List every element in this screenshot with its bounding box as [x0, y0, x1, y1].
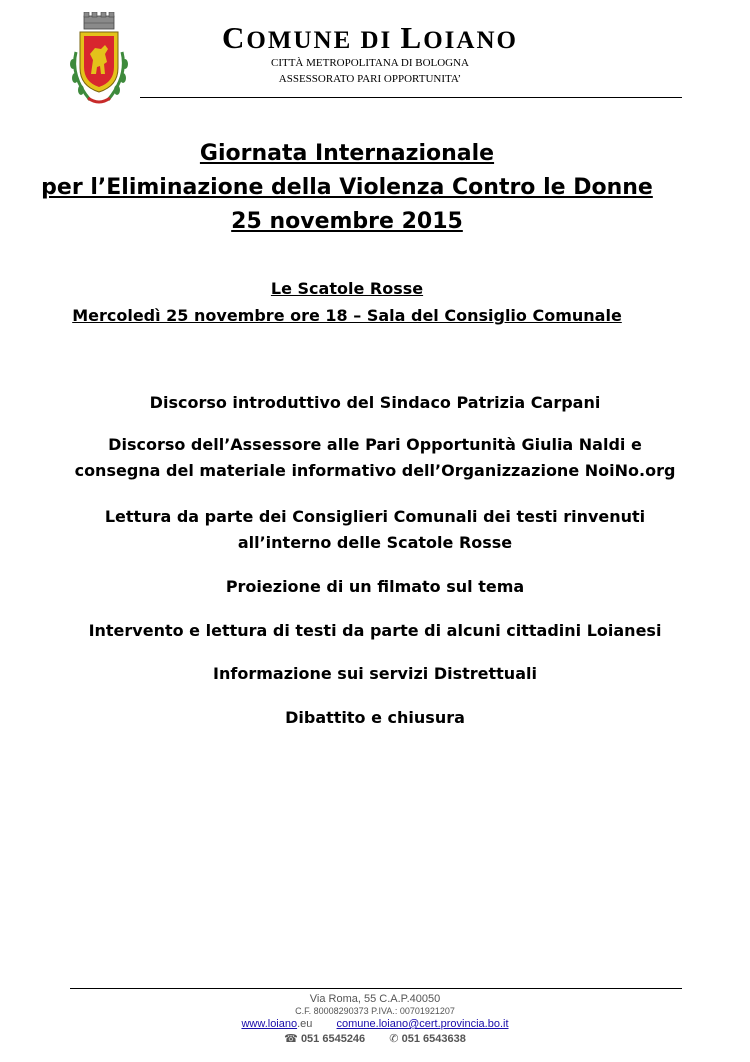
- program-item-intro-speech: Discorso introduttivo del Sindaco Patrizia Carpani: [149, 393, 601, 412]
- program-item-debate: Dibattito e chiusura: [285, 708, 465, 727]
- program-item-reading: Lettura da parte dei Consiglieri Comunali dei testi rinvenuti: [104, 507, 646, 526]
- website-link[interactable]: www.loiano: [241, 1018, 298, 1030]
- event-title-line-1: Giornata Internazionale: [199, 141, 495, 166]
- fax-icon: ✆: [389, 1033, 399, 1045]
- event-schedule-location: Mercoledì 25 novembre ore 18 – Sala del Consiglio Comunale: [72, 306, 622, 325]
- email-link[interactable]: comune.loiano@cert.provincia.bo.it: [336, 1018, 509, 1030]
- program-item-reading-cont: all’interno delle Scatole Rosse: [237, 533, 513, 552]
- header-divider: [140, 97, 682, 98]
- footer-divider: [70, 988, 682, 989]
- event-title-date: 25 novembre 2015: [231, 209, 463, 234]
- telephone-icon: ☎: [284, 1033, 298, 1045]
- event-title-line-2: per l’Eliminazione della Violenza Contro le Donne: [41, 175, 653, 200]
- event-subtitle: Le Scatole Rosse: [270, 279, 424, 298]
- program-item-assessor-speech: Discorso dell’Assessore alle Pari Opportunità Giulia Naldi e: [108, 435, 642, 454]
- header-subtitle-department: ASSESSORATO PARI OPPORTUNITA’: [278, 73, 462, 85]
- program-item-assessor-speech-cont: consegna del materiale informativo dell’Organizzazione NoiNo.org: [74, 461, 676, 480]
- phone-number: 051 6545246: [300, 1033, 366, 1045]
- fax-number: 051 6543638: [401, 1033, 466, 1045]
- footer-phone-fax: [0, 1032, 750, 1045]
- footer-contacts: [0, 1018, 750, 1030]
- program-item-video: Proiezione di un filmato sul tema: [225, 577, 525, 596]
- header-title: COMUNE DI LOIANO: [222, 20, 518, 55]
- program-item-citizens: Intervento e lettura di testi da parte di alcuni cittadini Loianesi: [88, 621, 662, 640]
- header-subtitle-metropolitan: CITTÀ METROPOLITANA DI BOLOGNA: [270, 57, 470, 69]
- footer-tax-ids: C.F. 80008290373 P.IVA.: 00701921207: [295, 1006, 455, 1016]
- footer-address: Via Roma, 55 C.A.P.40050: [309, 993, 441, 1005]
- municipal-crest-logo: [68, 12, 130, 108]
- website-suffix: .eu: [297, 1018, 313, 1030]
- program-item-services: Informazione sui servizi Distrettuali: [213, 664, 537, 683]
